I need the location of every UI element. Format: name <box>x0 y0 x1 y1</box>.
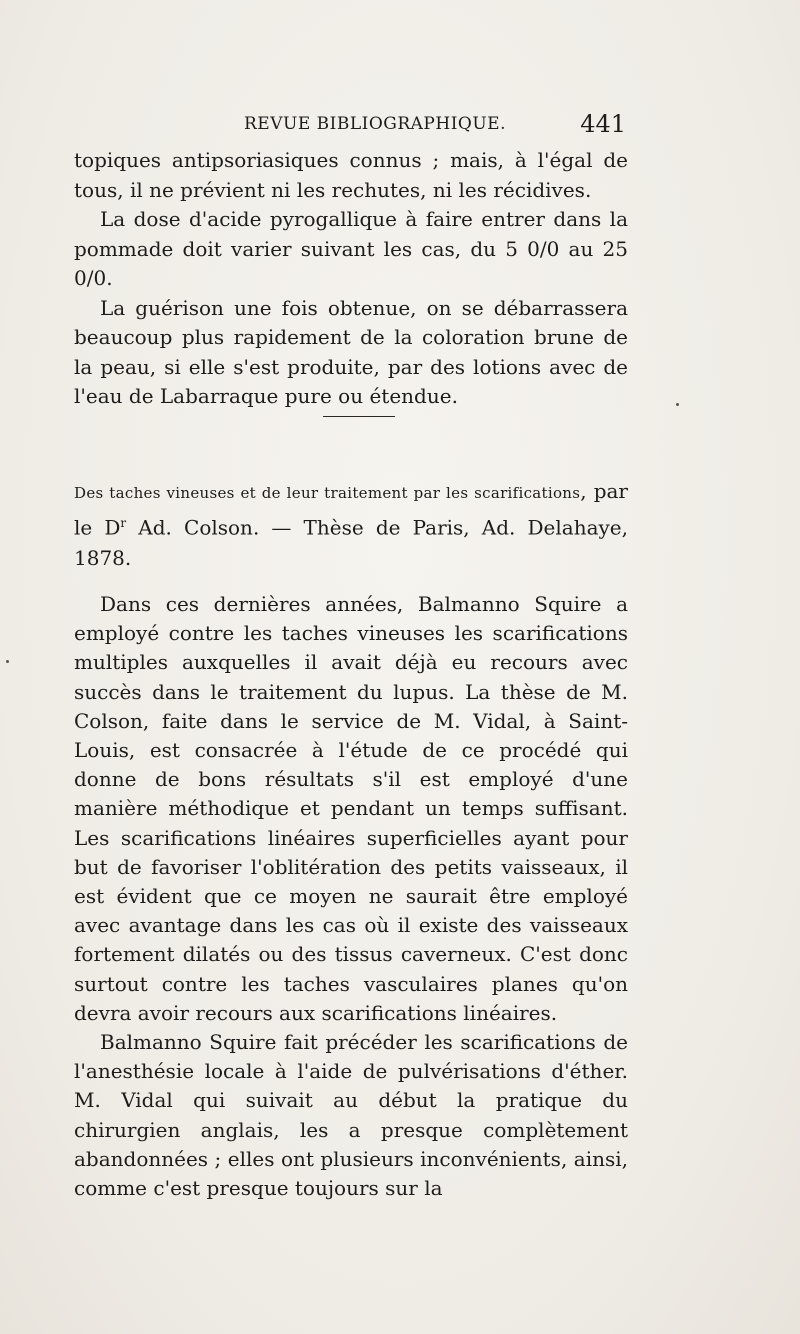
paragraph: La dose d'acide pyrogallique à faire entrer dans la pommade doit varier suivant les cas, du 5 0/0 au 25 0/0. <box>74 207 628 290</box>
article-source: — Thèse de Paris, Ad. Delahaye, 1878. <box>74 515 629 570</box>
running-title: REVUE BIBLIOGRAPHIQUE. <box>244 114 506 134</box>
section-2-text <box>74 590 628 1203</box>
paragraph: Balmanno Squire fait précéder les scarifications de l'anesthésie locale à l'aide de pulvérisations d'éther. M. Vidal qui suivait au début la pratique du chirurgien anglais, les a presque complètement abandonnées ; elles ont plusieurs inconvénients, ainsi, comme c'est presque toujours sur la <box>74 1030 628 1201</box>
paragraph: Dans ces dernières années, Balmanno Squire a employé contre les taches vineuses les scarifications multiples auxquelles il avait déjà eu recours avec succès dans le traitement du lupus. La thèse de M. Colson, faite dans le service de M. Vidal, à Saint-Louis, est consacrée à l'étude de ce procédé qui donne de bons résultats s'il est employé d'une manière méthodique et pendant un temps suffisant. Les scarifications linéaires superficielles ayant pour but de favoriser l'oblitération des petits vaisseaux, il est évident que ce moyen ne saurait être employé avec avantage dans les cas où il existe des vaisseaux fortement dilatés ou des tissus caverneux. C'est donc surtout contre les taches vasculaires planes qu'on devra avoir recours aux scarifications linéaires. <box>74 592 628 1025</box>
article-by: , par le D <box>74 479 628 540</box>
article-heading <box>74 476 628 573</box>
paragraph: La guérison une fois obtenue, on se débarrassera beaucoup plus rapidement de la coloration brune de la peau, si elle s'est produite, par des lotions avec de l'eau de Labarraque pure ou étendue. <box>74 295 628 408</box>
paragraph: topiques antipsoriasiques connus ; mais, à l'égal de tous, il ne prévient ni les rechutes, ni les récidives. <box>74 148 628 202</box>
ink-spot <box>676 403 679 406</box>
section-separator <box>323 416 395 417</box>
ink-spot <box>6 660 9 663</box>
page-number: 441 <box>580 110 626 138</box>
page-header <box>74 112 626 140</box>
article-title: Des taches vineuses et de leur traitement par les scarifications <box>74 484 581 502</box>
article-author: Ad. Colson. <box>126 515 260 540</box>
author-degree: r <box>120 516 127 530</box>
section-1-text <box>74 146 628 412</box>
